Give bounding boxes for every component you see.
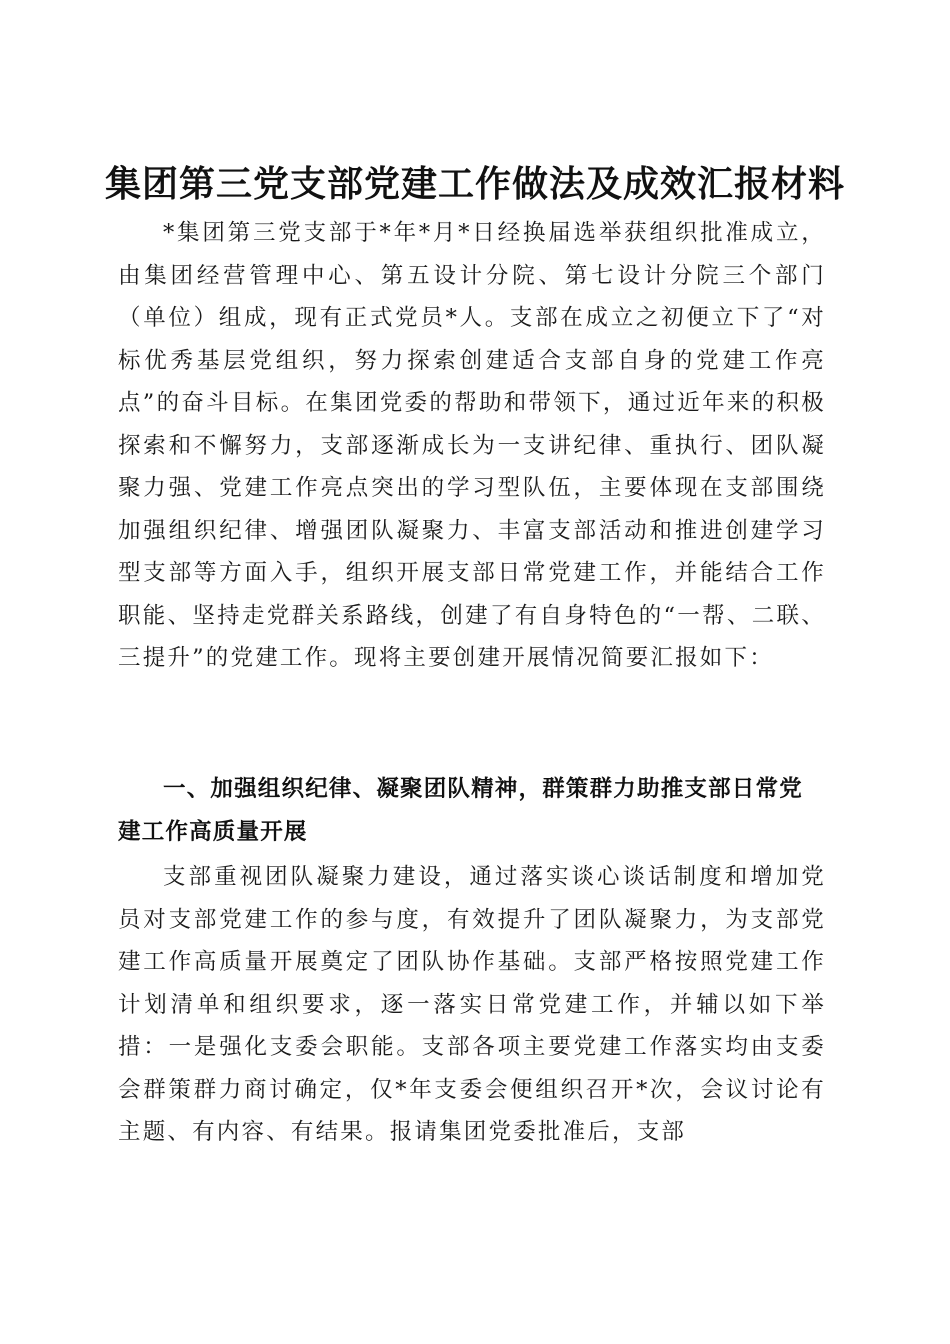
section-heading: 一、加强组织纪律、凝聚团队精神，群策群力助推支部日常党建工作高质量开展 — [118, 776, 803, 845]
document-title: 集团第三党支部党建工作做法及成效汇报材料 — [104, 163, 845, 206]
section-paragraph: 支部重视团队凝聚力建设，通过落实谈心谈话制度和增加党员对支部党建工作的参与度，有效提升了团队凝聚力，为支部党建工作高质量开展奠定了团队协作基础。支部严格按照党建工作计划清单和组织要求，逐一落实日常党建工作，并辅以如下举措：一是强化支委会职能。支部各项主要党建工作落实均由支委会群策群力商讨确定，仅*年支委会便组织召开*次，会议讨论有主题、有内容、有结果。报请集团党委批准后，支部 — [118, 864, 826, 1145]
intro-paragraph: *集团第三党支部于*年*月*日经换届选举获组织批准成立，由集团经营管理中心、第五设计分院、第七设计分院三个部门（单位）组成，现有正式党员*人。支部在成立之初便立下了“对标优秀基层党组织，努力探索创建适合支部自身的党建工作亮点”的奋斗目标。在集团党委的帮助和带领下，通过近年来的积极探索和不懈努力，支部逐渐成长为一支讲纪律、重执行、团队凝聚力强、党建工作亮点突出的学习型队伍，主要体现在支部围绕加强组织纪律、增强团队凝聚力、丰富支部活动和推进创建学习型支部等方面入手，组织开展支部日常党建工作，并能结合工作职能、坚持走党群关系路线，创建了有自身特色的“一帮、二联、三提升”的党建工作。现将主要创建开展情况简要汇报如下： — [118, 220, 826, 671]
